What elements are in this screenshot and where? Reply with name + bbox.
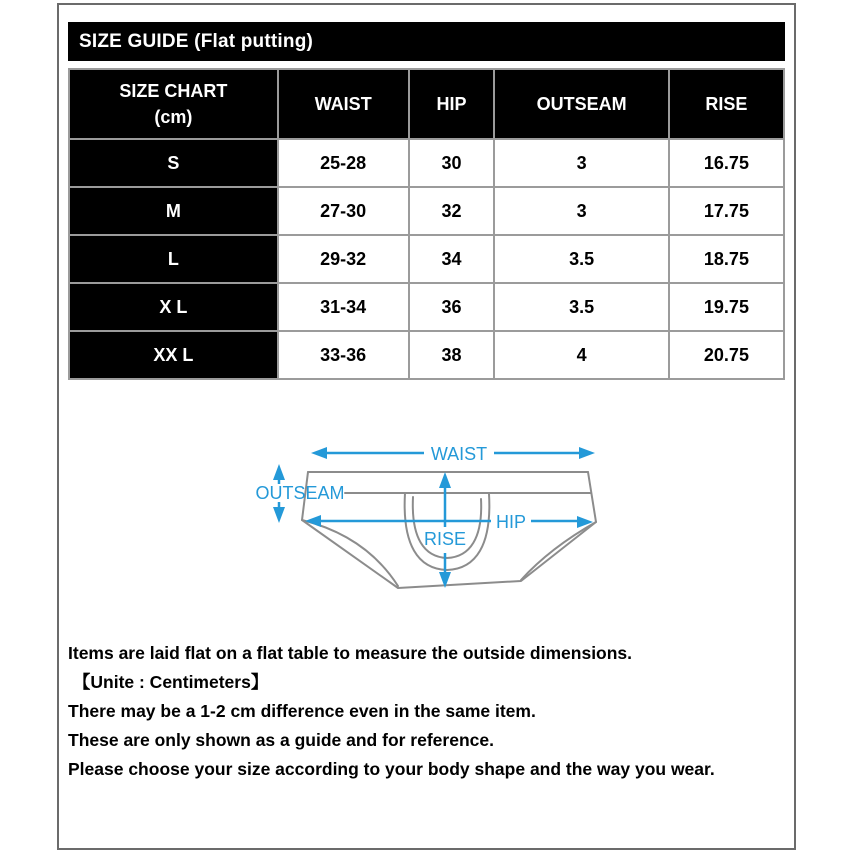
outer-frame	[57, 3, 796, 850]
note-line: Please choose your size according to your body shape and the way you wear.	[68, 759, 715, 779]
waist-label: WAIST	[430, 444, 488, 464]
notes	[68, 639, 773, 784]
waist-value-cell: 33-36	[278, 331, 409, 379]
table-row-s	[69, 139, 784, 187]
title-bar	[68, 22, 785, 61]
size-cell: M	[69, 187, 278, 235]
note-line: There may be a 1-2 cm difference even in the same item.	[68, 701, 536, 721]
briefs-measurement-diagram	[250, 435, 620, 605]
rise-value-cell: 17.75	[669, 187, 784, 235]
rise-value-cell: 18.75	[669, 235, 784, 283]
waist-value-cell: 31-34	[278, 283, 409, 331]
header-cell-size-chart	[69, 69, 278, 139]
header-size-chart-line1: SIZE CHART	[119, 80, 228, 101]
waist-value-cell: 29-32	[278, 235, 409, 283]
hip-value-cell: 36	[409, 283, 495, 331]
size-chart-table	[68, 68, 785, 380]
table-row-m	[69, 187, 784, 235]
outseam-value-cell: 3.5	[494, 235, 668, 283]
rise-value-cell: 19.75	[669, 283, 784, 331]
hip-value-cell: 30	[409, 139, 495, 187]
outseam-value-cell: 4	[494, 331, 668, 379]
header-cell-rise: RISE	[669, 69, 784, 139]
outseam-value-cell: 3	[494, 187, 668, 235]
hip-value-cell: 38	[409, 331, 495, 379]
hip-value-cell: 34	[409, 235, 495, 283]
hip-value-cell: 32	[409, 187, 495, 235]
hip-arrow	[305, 515, 593, 528]
waist-value-cell: 27-30	[278, 187, 409, 235]
outseam-value-cell: 3.5	[494, 283, 668, 331]
header-cell-hip: HIP	[409, 69, 495, 139]
page-title: SIZE GUIDE (Flat putting)	[79, 31, 314, 52]
size-cell: L	[69, 235, 278, 283]
size-cell: X L	[69, 283, 278, 331]
header-cell-outseam: OUTSEAM	[494, 69, 668, 139]
waist-value-cell: 25-28	[278, 139, 409, 187]
size-cell: S	[69, 139, 278, 187]
table-row-xxl	[69, 331, 784, 379]
note-line: Items are laid flat on a flat table to measure the outside dimensions.	[68, 643, 633, 663]
hip-label: HIP	[495, 512, 527, 532]
table-row-l	[69, 235, 784, 283]
note-line: These are only shown as a guide and for reference.	[68, 730, 494, 750]
header-size-chart-line2: (cm)	[154, 107, 193, 127]
outseam-label: OUTSEAM	[255, 483, 345, 503]
table-header-row	[69, 69, 784, 139]
rise-label: RISE	[423, 529, 467, 549]
table-row-xl	[69, 283, 784, 331]
header-cell-waist: WAIST	[278, 69, 409, 139]
outseam-value-cell: 3	[494, 139, 668, 187]
rise-value-cell: 20.75	[669, 331, 784, 379]
rise-value-cell: 16.75	[669, 139, 784, 187]
note-line: 【Unite : Centimeters】	[68, 672, 269, 692]
size-cell: XX L	[69, 331, 278, 379]
